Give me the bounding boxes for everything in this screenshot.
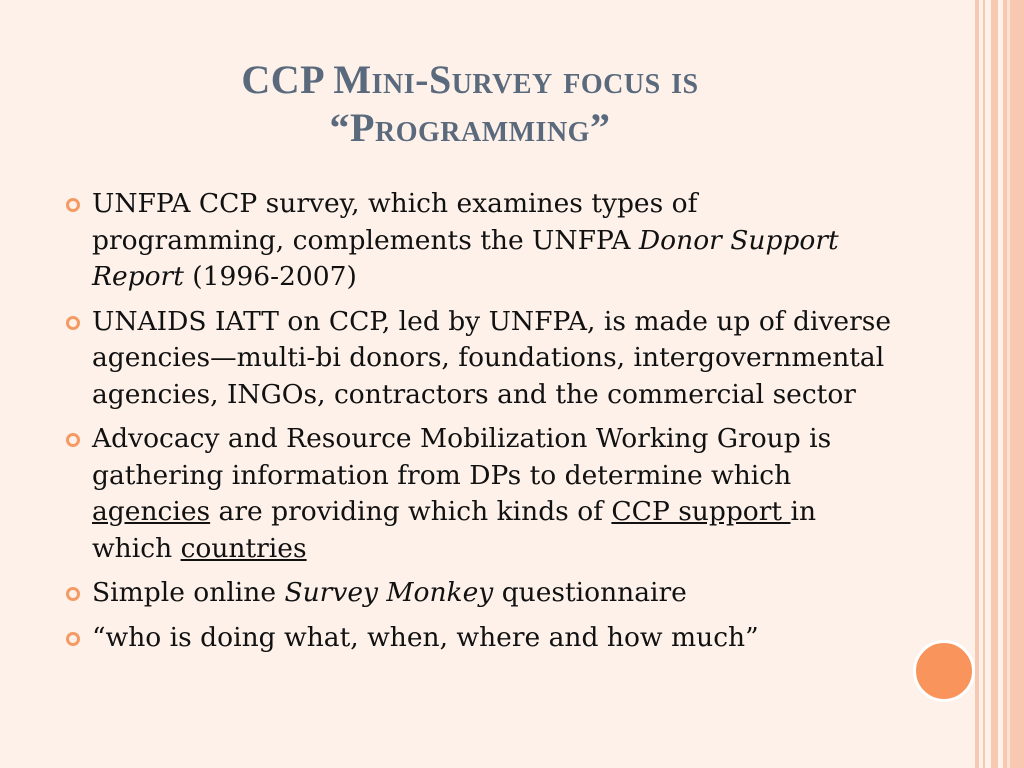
bullet-text: are providing which kinds of	[210, 496, 612, 527]
decorative-stripe	[991, 0, 998, 768]
bullet-item	[62, 620, 892, 657]
underlined-text: countries	[180, 532, 307, 564]
underlined-text: CCP support	[611, 496, 791, 527]
bullet-item	[62, 575, 892, 612]
bullet-ring-icon	[66, 632, 80, 646]
slide-title-line-2: “Programming”	[329, 105, 611, 150]
bullet-text: “who is doing what, when, where and how much”	[92, 621, 759, 653]
bullet-italic-text: Donor Support Report	[92, 224, 839, 292]
bullet-italic-text: Survey Monkey	[284, 577, 494, 608]
bullet-text: questionnaire	[493, 577, 687, 608]
bullet-ring-icon	[66, 587, 80, 601]
decorative-circle-icon	[913, 640, 975, 702]
bullet-text: UNFPA CCP survey, which examines types of programming, complements the UNFPA	[92, 188, 698, 256]
bullet-ring-icon	[66, 198, 80, 212]
bullet-text: in which	[92, 496, 817, 564]
bullet-item	[62, 421, 892, 567]
bullet-list	[62, 186, 892, 664]
slide-title-line-1: CCP Mini-Survey focus is	[241, 57, 699, 102]
slide-title	[90, 56, 850, 152]
decorative-stripe	[1007, 0, 1010, 768]
bullet-item	[62, 304, 892, 414]
bullet-text: Simple online	[92, 577, 285, 608]
decorative-stripe	[983, 0, 985, 768]
bullet-text: (1996-2007)	[183, 261, 357, 292]
decorative-stripe	[975, 0, 979, 768]
bullet-text: Advocacy and Resource Mobilization Working Group is gathering information from DPs to determine which	[92, 423, 832, 491]
bullet-text: UNAIDS IATT on CCP, led by UNFPA, is made up of diverse agencies—multi-bi donors, foundations, intergovernmental agencies, INGOs, contractors and the commercial sector	[92, 305, 892, 410]
underlined-text: agencies	[92, 496, 211, 527]
bullet-ring-icon	[66, 316, 80, 330]
bullet-ring-icon	[66, 433, 80, 447]
bullet-item	[62, 186, 892, 296]
